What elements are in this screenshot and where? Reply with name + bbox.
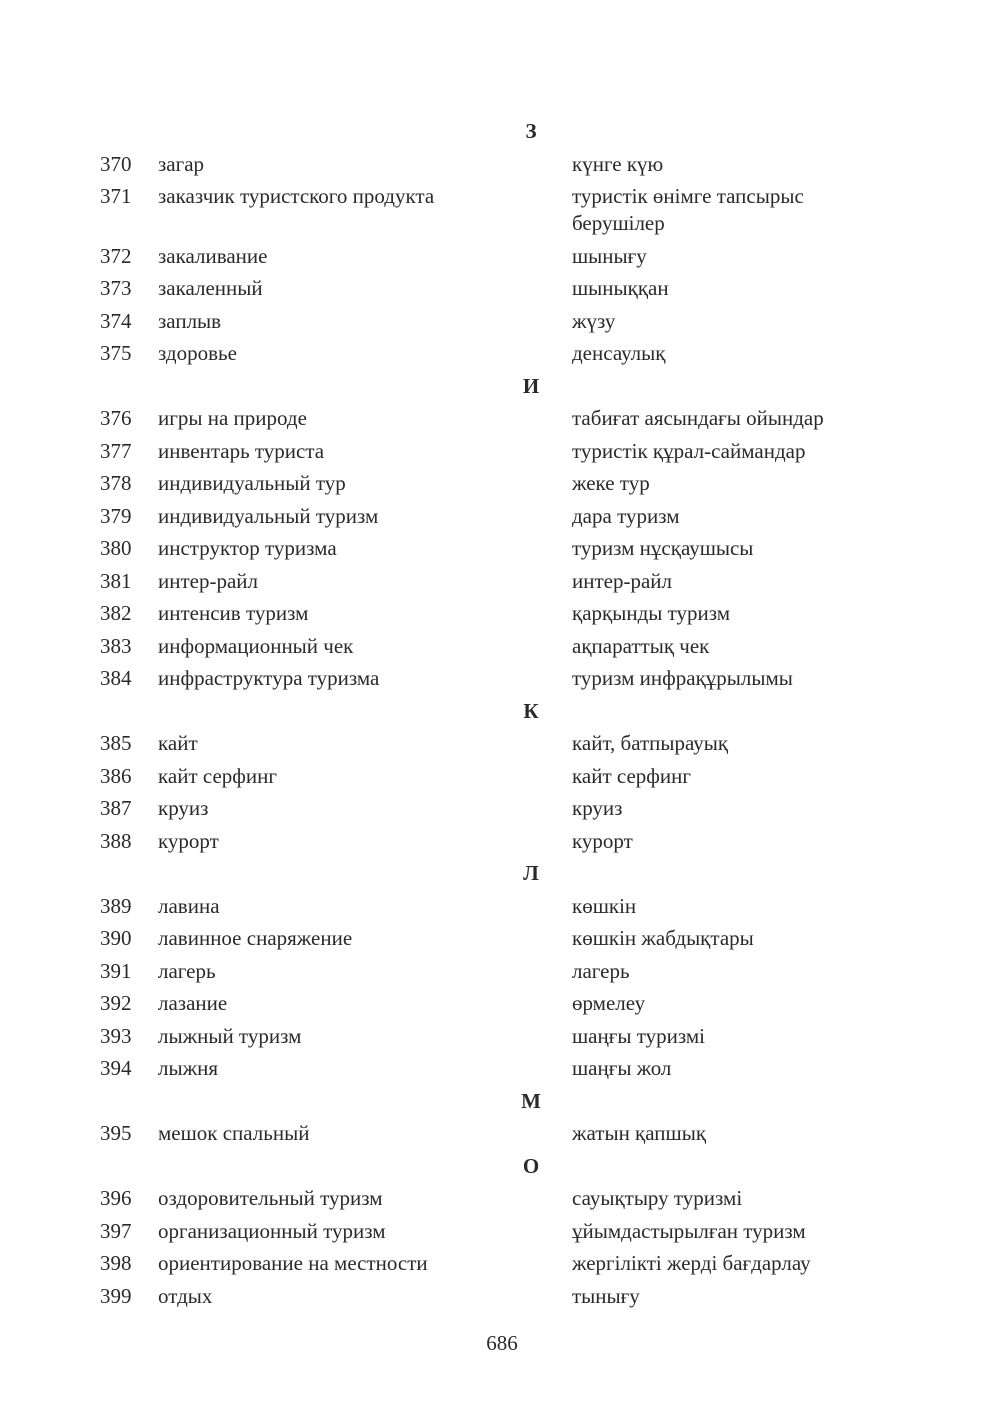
russian-term: курорт bbox=[158, 828, 219, 853]
kazakh-term: көшкін жабдықтары bbox=[572, 926, 754, 950]
russian-term: оздоровительный туризм bbox=[158, 1186, 383, 1210]
russian-term: организационный туризм bbox=[158, 1218, 386, 1243]
russian-term: индивидуальный тур bbox=[158, 471, 346, 495]
entry-number: 396 bbox=[100, 1186, 132, 1210]
section-letter: Л bbox=[523, 861, 539, 885]
kazakh-term: тынығу bbox=[572, 1283, 640, 1308]
russian-term: инвентарь туриста bbox=[158, 438, 325, 463]
entry-number: 381 bbox=[100, 568, 132, 593]
kazakh-term: жүзу bbox=[572, 308, 616, 333]
kazakh-term: қарқынды туризм bbox=[572, 601, 731, 625]
entry-number: 397 bbox=[100, 1218, 132, 1243]
kazakh-term: шаңғы жол bbox=[572, 1056, 672, 1080]
entry-number: 382 bbox=[100, 601, 132, 625]
entry-number: 387 bbox=[100, 796, 132, 820]
kazakh-term: кайт серфинг bbox=[572, 763, 691, 788]
russian-term: загар bbox=[158, 151, 205, 176]
russian-term: инфраструктура туризма bbox=[158, 666, 380, 690]
kazakh-term: жергілікті жерді бағдарлау bbox=[572, 1251, 811, 1275]
kazakh-term: дара туризм bbox=[572, 503, 680, 528]
kazakh-term: интер-райл bbox=[572, 568, 673, 593]
kazakh-term: кайт, батпырауық bbox=[572, 731, 729, 755]
entry-number: 389 bbox=[100, 893, 132, 918]
entry-number: 399 bbox=[100, 1283, 132, 1308]
russian-term: закаливание bbox=[158, 243, 268, 268]
russian-term: здоровье bbox=[158, 341, 237, 365]
entry-number: 378 bbox=[100, 471, 132, 495]
entry-number: 383 bbox=[100, 633, 132, 658]
russian-term: индивидуальный туризм bbox=[158, 503, 379, 528]
russian-term: инструктор туризма bbox=[158, 536, 337, 560]
russian-term: интер-райл bbox=[158, 568, 259, 593]
page-number: 686 bbox=[486, 1331, 518, 1355]
entry-number: 374 bbox=[100, 308, 132, 333]
kazakh-term: курорт bbox=[572, 828, 633, 853]
russian-term: ориентирование на местности bbox=[158, 1251, 428, 1275]
entry-number: 398 bbox=[100, 1251, 132, 1275]
entry-number: 392 bbox=[100, 991, 132, 1015]
russian-term: круиз bbox=[158, 796, 209, 820]
kazakh-term: көшкін bbox=[572, 893, 637, 918]
kazakh-term: туристік өнімге тапсырыс берушілер bbox=[572, 184, 804, 235]
section-letter: И bbox=[522, 373, 540, 398]
kazakh-term: туризм инфрақұрылымы bbox=[572, 666, 793, 690]
kazakh-term: жеке тур bbox=[572, 471, 650, 495]
kazakh-term: лагерь bbox=[572, 958, 630, 983]
russian-term: лагерь bbox=[158, 958, 216, 983]
kazakh-term: шыныққан bbox=[572, 276, 669, 300]
russian-term: заказчик туристского продукта bbox=[158, 184, 435, 208]
kazakh-term: круиз bbox=[572, 796, 623, 820]
kazakh-term: ақпараттық чек bbox=[572, 633, 710, 658]
entry-number: 373 bbox=[100, 276, 132, 300]
entry-number: 371 bbox=[100, 184, 132, 208]
section-letter: О bbox=[522, 1153, 540, 1178]
entry-number: 372 bbox=[100, 243, 132, 268]
russian-term: лыжня bbox=[158, 1056, 218, 1080]
entry-number: 395 bbox=[100, 1121, 132, 1145]
kazakh-term: туризм нұсқаушысы bbox=[572, 536, 754, 560]
russian-term: лавинное снаряжение bbox=[158, 926, 353, 950]
kazakh-term: шаңғы туризмі bbox=[572, 1023, 705, 1048]
russian-term: информационный чек bbox=[158, 633, 354, 658]
entry-number: 379 bbox=[100, 503, 132, 528]
kazakh-term: сауықтыру туризмі bbox=[572, 1186, 743, 1210]
entry-number: 394 bbox=[100, 1056, 132, 1080]
entry-number: 385 bbox=[100, 731, 132, 755]
kazakh-term: туристік құрал-саймандар bbox=[572, 438, 806, 463]
russian-term: игры на природе bbox=[158, 406, 307, 430]
section-letter: К bbox=[523, 698, 539, 723]
russian-term: интенсив туризм bbox=[158, 601, 309, 625]
russian-term: заплыв bbox=[158, 308, 222, 333]
russian-term: лыжный туризм bbox=[158, 1023, 302, 1048]
entry-number: 384 bbox=[100, 666, 132, 690]
entry-number: 380 bbox=[100, 536, 132, 560]
russian-term: закаленный bbox=[158, 276, 263, 300]
kazakh-term: табиғат аясындағы ойындар bbox=[572, 406, 824, 430]
russian-term: кайт серфинг bbox=[158, 763, 277, 788]
russian-term: лавина bbox=[158, 893, 220, 918]
kazakh-term: денсаулық bbox=[572, 341, 666, 365]
entry-number: 393 bbox=[100, 1023, 132, 1048]
kazakh-term: күнге күю bbox=[572, 151, 664, 176]
kazakh-term: ұйымдастырылған туризм bbox=[572, 1218, 806, 1243]
russian-term: мешок спальный bbox=[158, 1121, 310, 1145]
russian-term: отдых bbox=[158, 1283, 213, 1308]
entry-number: 376 bbox=[100, 406, 132, 430]
entry-number: 386 bbox=[100, 763, 132, 788]
kazakh-term: шынығу bbox=[572, 243, 647, 268]
russian-term: кайт bbox=[158, 731, 198, 755]
kazakh-term: өрмелеу bbox=[572, 991, 646, 1015]
section-letter: З bbox=[525, 119, 537, 143]
entry-number: 370 bbox=[100, 151, 132, 176]
entry-number: 388 bbox=[100, 828, 132, 853]
kazakh-term: жатын қапшық bbox=[572, 1121, 707, 1145]
entry-number: 391 bbox=[100, 958, 132, 983]
entry-number: 390 bbox=[100, 926, 132, 950]
entry-number: 377 bbox=[100, 438, 132, 463]
entry-number: 375 bbox=[100, 341, 132, 365]
russian-term: лазание bbox=[158, 991, 228, 1015]
section-letter: М bbox=[521, 1088, 541, 1113]
